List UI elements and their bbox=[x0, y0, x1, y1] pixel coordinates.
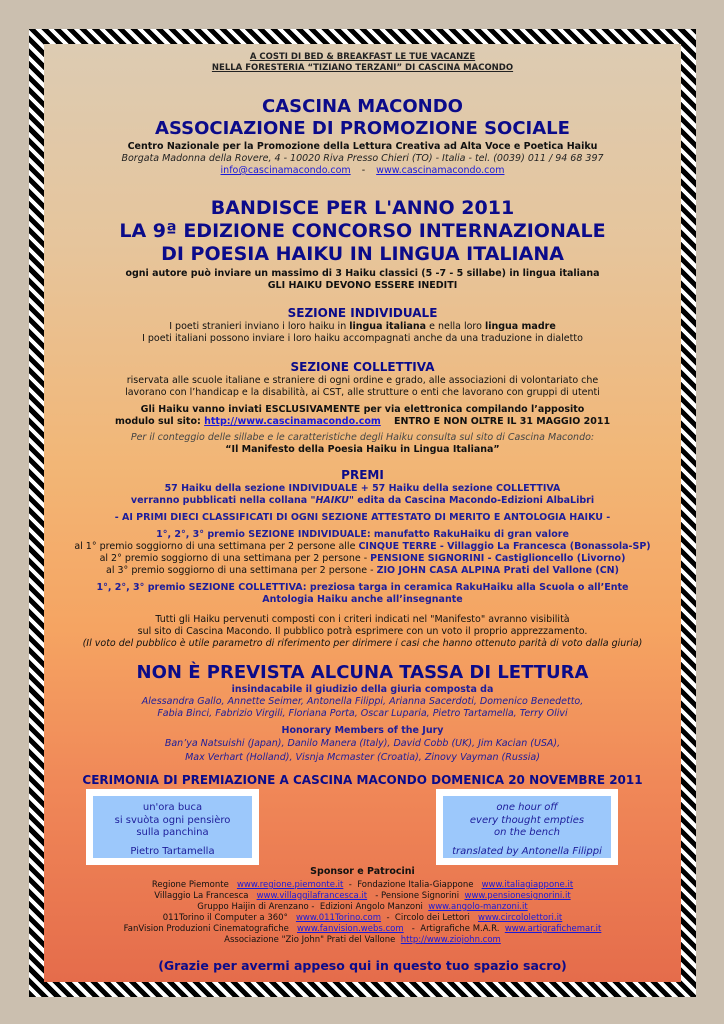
sponsor-link[interactable]: www.angolo-manzoni.it bbox=[428, 902, 528, 912]
haiku-line: every thought empties bbox=[469, 814, 585, 826]
text: ZIO JOHN CASA ALPINA Prati del Vallone (CN) bbox=[376, 565, 619, 576]
sponsors bbox=[44, 866, 681, 973]
haiku-english-box bbox=[436, 789, 618, 865]
text: I poeti italiani possono inviare i loro haiku accompagnati anche da una traduzione in dialetto bbox=[142, 333, 583, 344]
text: insindacabile il giudizio della giuria composta da bbox=[231, 684, 494, 695]
sponsors-heading: Sponsor e Patrocini bbox=[310, 866, 415, 877]
text: al 3° premio soggiorno di una settimana per 2 persone - bbox=[106, 565, 377, 576]
text: - AI PRIMI DIECI CLASSIFICATI DI OGNI SEZIONE ATTESTATO DI MERITO E ANTOLOGIA HAIKU - bbox=[114, 512, 611, 523]
org-address: Borgata Madonna della Rovere, 4 - 10020 Riva Presso Chieri (TO) - Italia - tel. (0039) 011 / 94 68 397 bbox=[121, 153, 604, 164]
section-collettiva-heading: SEZIONE COLLETTIVA bbox=[290, 360, 435, 374]
top-notice bbox=[44, 52, 681, 74]
ceremony-heading: CERIMONIA DI PREMIAZIONE A CASCINA MACONDO DOMENICA 20 NOVEMBRE 2011 bbox=[82, 773, 643, 787]
top-notice-line: NELLA FORESTERIA “TIZIANO TERZANI” DI CASCINA MACONDO bbox=[211, 63, 514, 73]
text: Alessandra Gallo, Annette Seimer, Antonella Filippi, Arianna Sacerdoti, Domenico Benedetto, bbox=[141, 696, 584, 707]
text: PENSIONE SIGNORINI - Castiglioncello (Livorno) bbox=[370, 553, 626, 564]
sponsor-name: Villaggio La Francesca bbox=[154, 891, 257, 901]
text: Ban’ya Natsuishi (Japan), Danilo Manera (Italy), David Cobb (UK), Jim Kacian (USA), bbox=[164, 738, 561, 749]
text: al 1° premio soggiorno di una settimana per 2 persone alle bbox=[74, 541, 359, 552]
text: CINQUE TERRE - Villaggio La Francesca (Bonassola-SP) bbox=[358, 541, 651, 552]
text: 1°, 2°, 3° premio SEZIONE COLLETTIVA: preziosa targa in ceramica RakuHaiku alla Scuola o all’Ente bbox=[96, 582, 629, 593]
sponsor-link[interactable]: http://www.ziojohn.com bbox=[400, 935, 501, 945]
separator: - bbox=[361, 165, 366, 176]
text: Tutti gli Haiku pervenuti composti con i criteri indicati nel "Manifesto" avranno visibilità bbox=[155, 614, 570, 625]
org-center: Centro Nazionale per la Promozione della Lettura Creativa ad Alta Voce e Poetica Haiku bbox=[127, 141, 598, 152]
text: Honorary Members of the Jury bbox=[281, 725, 444, 736]
sponsor-name: Associazione "Zio John" Prati del Vallone bbox=[224, 935, 401, 945]
submit-link[interactable]: http://www.cascinamacondo.com bbox=[204, 416, 381, 427]
premi-heading: PREMI bbox=[341, 468, 384, 482]
deadline: ENTRO E NON OLTRE IL 31 MAGGIO 2011 bbox=[380, 416, 611, 427]
manifesto-note: Per il conteggio delle sillabe e le caratteristiche degli Haiku consulta sul sito di Cascina Macondo: bbox=[130, 432, 595, 443]
text: lavorano con l’handicap e la disabilità, ai CST, alle strutture o enti che lavorano con gruppi di utenti bbox=[125, 387, 600, 398]
text: 1°, 2°, 3° premio SEZIONE INDIVIDUALE: manufatto RakuHaiku di gran valore bbox=[156, 529, 569, 540]
sponsor-name: 011Torino il Computer a 360° bbox=[162, 913, 296, 923]
text: I poeti stranieri inviano i loro haiku in bbox=[169, 321, 350, 332]
sponsor-link[interactable]: www.pensionesignorini.it bbox=[464, 891, 571, 901]
rules-line: ogni autore può inviare un massimo di 3 Haiku classici (5 -7 - 5 sillabe) in lingua italiana bbox=[125, 268, 600, 279]
main-title bbox=[44, 197, 681, 266]
org-name: CASCINA MACONDO bbox=[262, 96, 463, 117]
sponsor-link[interactable]: www.italiagiappone.it bbox=[481, 880, 574, 890]
haiku-author: Pietro Tartamella bbox=[130, 845, 215, 857]
title-line: LA 9ª EDIZIONE CONCORSO INTERNAZIONALE bbox=[119, 220, 606, 242]
sponsor-row bbox=[44, 935, 681, 946]
sponsor-name: - Artigrafiche M.A.R. bbox=[403, 924, 505, 934]
email-link[interactable]: info@cascinamacondo.com bbox=[220, 165, 351, 176]
no-fee-heading: NON È PREVISTA ALCUNA TASSA DI LETTURA bbox=[136, 662, 589, 683]
website-link[interactable]: www.cascinamacondo.com bbox=[376, 165, 505, 176]
text: Antologia Haiku anche all’insegnante bbox=[262, 594, 463, 605]
rules-line: GLI HAIKU DEVONO ESSERE INEDITI bbox=[267, 280, 458, 291]
title-line: BANDISCE PER L'ANNO 2011 bbox=[210, 197, 515, 219]
text: edita da Cascina Macondo-Edizioni AlbaLibri bbox=[353, 495, 595, 506]
sponsor-name: - Pensione Signorini bbox=[367, 891, 465, 901]
top-notice-line: A COSTI DI BED & BREAKFAST LE TUE VACANZE bbox=[249, 52, 476, 62]
haiku-line: on the bench bbox=[494, 827, 560, 838]
text: 57 Haiku della sezione INDIVIDUALE + 57 Haiku della sezione COLLETTIVA bbox=[164, 483, 561, 494]
sponsor-name: - Fondazione Italia-Giappone bbox=[343, 880, 482, 890]
haiku-line: si svuòta ogni pensièro bbox=[114, 814, 231, 826]
sponsor-link[interactable]: www.fanvision.webs.com bbox=[296, 924, 404, 934]
text: (Il voto del pubblico è utile parametro di riferimento per dirimere i casi che hanno ottenuto parità di voto dalla giuria) bbox=[82, 638, 643, 649]
haiku-line: sulla panchina bbox=[136, 827, 209, 838]
text: modulo sul sito: bbox=[114, 416, 205, 427]
poster-content bbox=[44, 44, 681, 788]
haiku-line: one hour off bbox=[496, 802, 558, 813]
text: lingua madre bbox=[484, 321, 556, 332]
text: al 2° premio soggiorno di una settimana per 2 persone - bbox=[99, 553, 371, 564]
sponsor-link[interactable]: www.villaggilafrancesca.it bbox=[256, 891, 368, 901]
sponsor-row bbox=[44, 924, 681, 935]
submit-line: Gli Haiku vanno inviati ESCLUSIVAMENTE per via elettronica compilando l’apposito bbox=[140, 404, 585, 415]
sponsor-link[interactable]: www.artigrafichemar.it bbox=[504, 924, 602, 934]
sponsor-link[interactable]: www.regione.piemonte.it bbox=[236, 880, 344, 890]
text: sul sito di Cascina Macondo. Il pubblico potrà esprimere con un voto il proprio apprezzamento. bbox=[137, 626, 588, 637]
thanks-line: (Grazie per avermi appeso qui in questo tuo spazio sacro) bbox=[158, 958, 567, 973]
haiku-author: translated by Antonella Filippi bbox=[452, 845, 602, 857]
sponsor-name: Gruppo Haijin di Arenzano - Edizioni Angolo Manzoni bbox=[197, 902, 429, 912]
sponsor-name: Regione Piemonte bbox=[151, 880, 237, 890]
text: Max Verhart (Holland), Visnja Mcmaster (Croatia), Zinovy Vayman (Russia) bbox=[185, 752, 540, 763]
title-line: DI POESIA HAIKU IN LINGUA ITALIANA bbox=[161, 243, 564, 265]
haiku-italian-box bbox=[86, 789, 259, 865]
sponsor-row bbox=[44, 880, 681, 891]
sponsor-row bbox=[44, 913, 681, 924]
section-individuale-heading: SEZIONE INDIVIDUALE bbox=[287, 306, 438, 320]
text: e nella loro bbox=[426, 321, 485, 332]
org-type: ASSOCIAZIONE DI PROMOZIONE SOCIALE bbox=[155, 118, 570, 139]
haiku-line: un'ora buca bbox=[142, 802, 203, 813]
text: riservata alle scuole italiane e straniere di ogni ordine e grado, alle associazioni di volontariato che bbox=[126, 375, 599, 386]
sponsor-row bbox=[44, 891, 681, 902]
text: "HAIKU" bbox=[310, 495, 354, 506]
sponsor-row bbox=[44, 902, 681, 913]
sponsor-name: FanVision Produzioni Cinematografiche bbox=[123, 924, 297, 934]
sponsor-name: - Circolo dei Lettori bbox=[381, 913, 478, 923]
text: lingua italiana bbox=[349, 321, 427, 332]
sponsor-link[interactable]: www.011Torino.com bbox=[295, 913, 382, 923]
manifesto-title: “Il Manifesto della Poesia Haiku in Lingua Italiana” bbox=[225, 444, 500, 455]
text: verranno pubblicati nella collana bbox=[130, 495, 311, 506]
sponsor-link[interactable]: www.circololettori.it bbox=[478, 913, 563, 923]
text: Fabia Binci, Fabrizio Virgili, Floriana Porta, Oscar Luparia, Pietro Tartamella, Terry Olivi bbox=[157, 708, 568, 719]
